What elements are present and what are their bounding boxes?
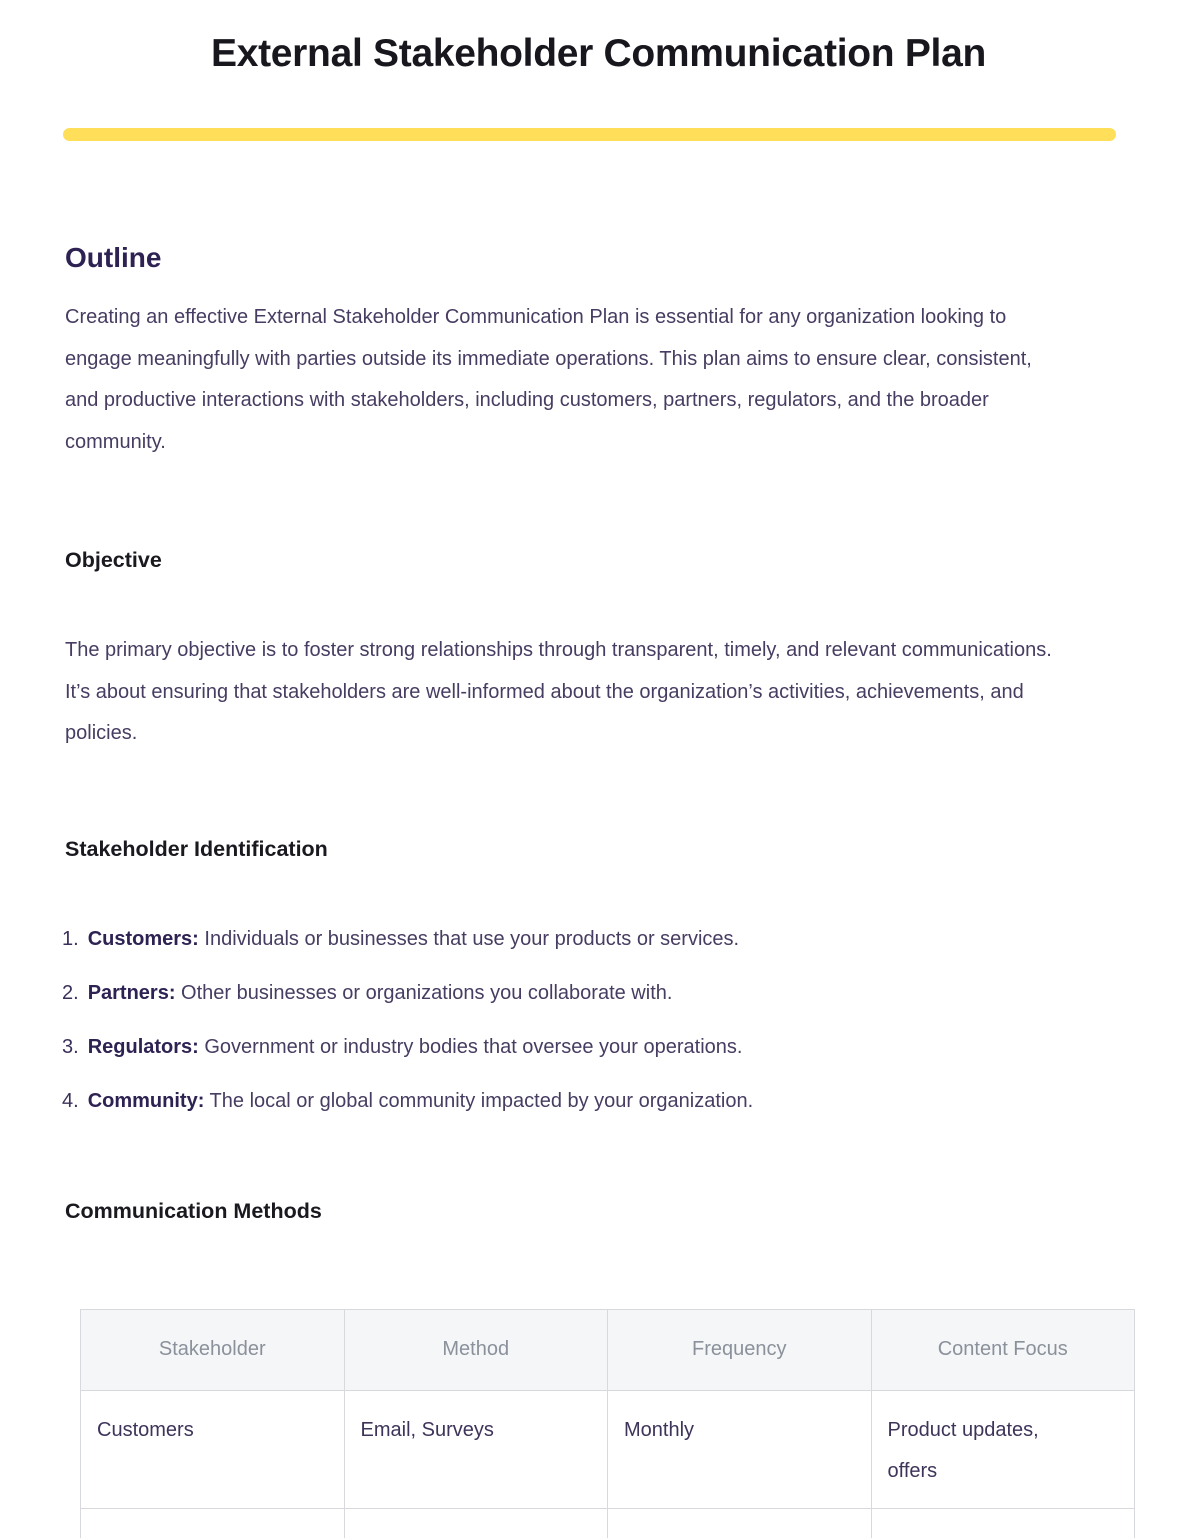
list-item-number: 2. <box>62 981 79 1004</box>
list-item-text: Government or industry bodies that oversee your operations. <box>198 1035 743 1058</box>
list-item <box>62 1032 1132 1062</box>
stakeholder-list <box>62 924 1132 1116</box>
table-cell <box>344 1508 608 1538</box>
title-divider <box>63 128 1116 141</box>
objective-paragraph: The primary objective is to foster strong relationships through transparent, timely, and relevant communications. It’s about ensuring that stakeholders are well-informed about the organization’s activities, achievements, and policies. <box>65 639 1052 744</box>
list-item-text: Other businesses or organizations you collaborate with. <box>175 981 673 1004</box>
list-item-number: 1. <box>62 927 79 950</box>
table-cell: Email, Surveys <box>344 1390 608 1508</box>
objective-heading: Objective <box>65 548 162 572</box>
table-cell: Product updates, offers <box>871 1390 1135 1508</box>
list-item <box>62 924 1132 954</box>
table-header-cell: Content Focus <box>871 1309 1135 1390</box>
list-item-text: Individuals or businesses that use your products or services. <box>198 927 740 950</box>
list-item-label: Regulators: <box>87 1035 199 1058</box>
stakeholder-identification-heading: Stakeholder Identification <box>65 836 328 861</box>
table-cell: Customers <box>81 1390 345 1508</box>
list-item-label: Community: <box>87 1089 205 1112</box>
table-row <box>81 1508 1135 1538</box>
table-header-cell: Method <box>344 1309 608 1390</box>
table-row <box>81 1390 1135 1508</box>
table-header-cell: Stakeholder <box>81 1309 345 1390</box>
table-cell: Monthly <box>608 1390 872 1508</box>
outline-heading: Outline <box>65 242 162 273</box>
communication-methods-table <box>80 1309 1135 1538</box>
page-title: External Stakeholder Communication Plan <box>211 32 986 75</box>
table-body <box>81 1390 1135 1538</box>
communication-methods-heading: Communication Methods <box>65 1198 322 1223</box>
table-header <box>81 1309 1135 1390</box>
table-cell <box>608 1508 872 1538</box>
table-cell <box>871 1508 1135 1538</box>
list-item <box>62 978 1132 1008</box>
table-cell <box>81 1508 345 1538</box>
list-item-text: The local or global community impacted by your organization. <box>204 1089 754 1112</box>
table-header-cell: Frequency <box>608 1309 872 1390</box>
table-header-row <box>81 1309 1135 1390</box>
list-item-number: 3. <box>62 1035 79 1058</box>
list-item <box>62 1086 1132 1116</box>
list-item-label: Customers: <box>87 927 199 950</box>
list-item-label: Partners: <box>87 981 176 1004</box>
outline-paragraph: Creating an effective External Stakeholder Communication Plan is essential for any organization looking to engage meaningfully with parties outside its immediate operations. This plan aims to ensure clear, consistent, and productive interactions with stakeholders, including customers, partners, regulators, and the broader community. <box>65 306 1032 453</box>
list-item-number: 4. <box>62 1089 79 1112</box>
